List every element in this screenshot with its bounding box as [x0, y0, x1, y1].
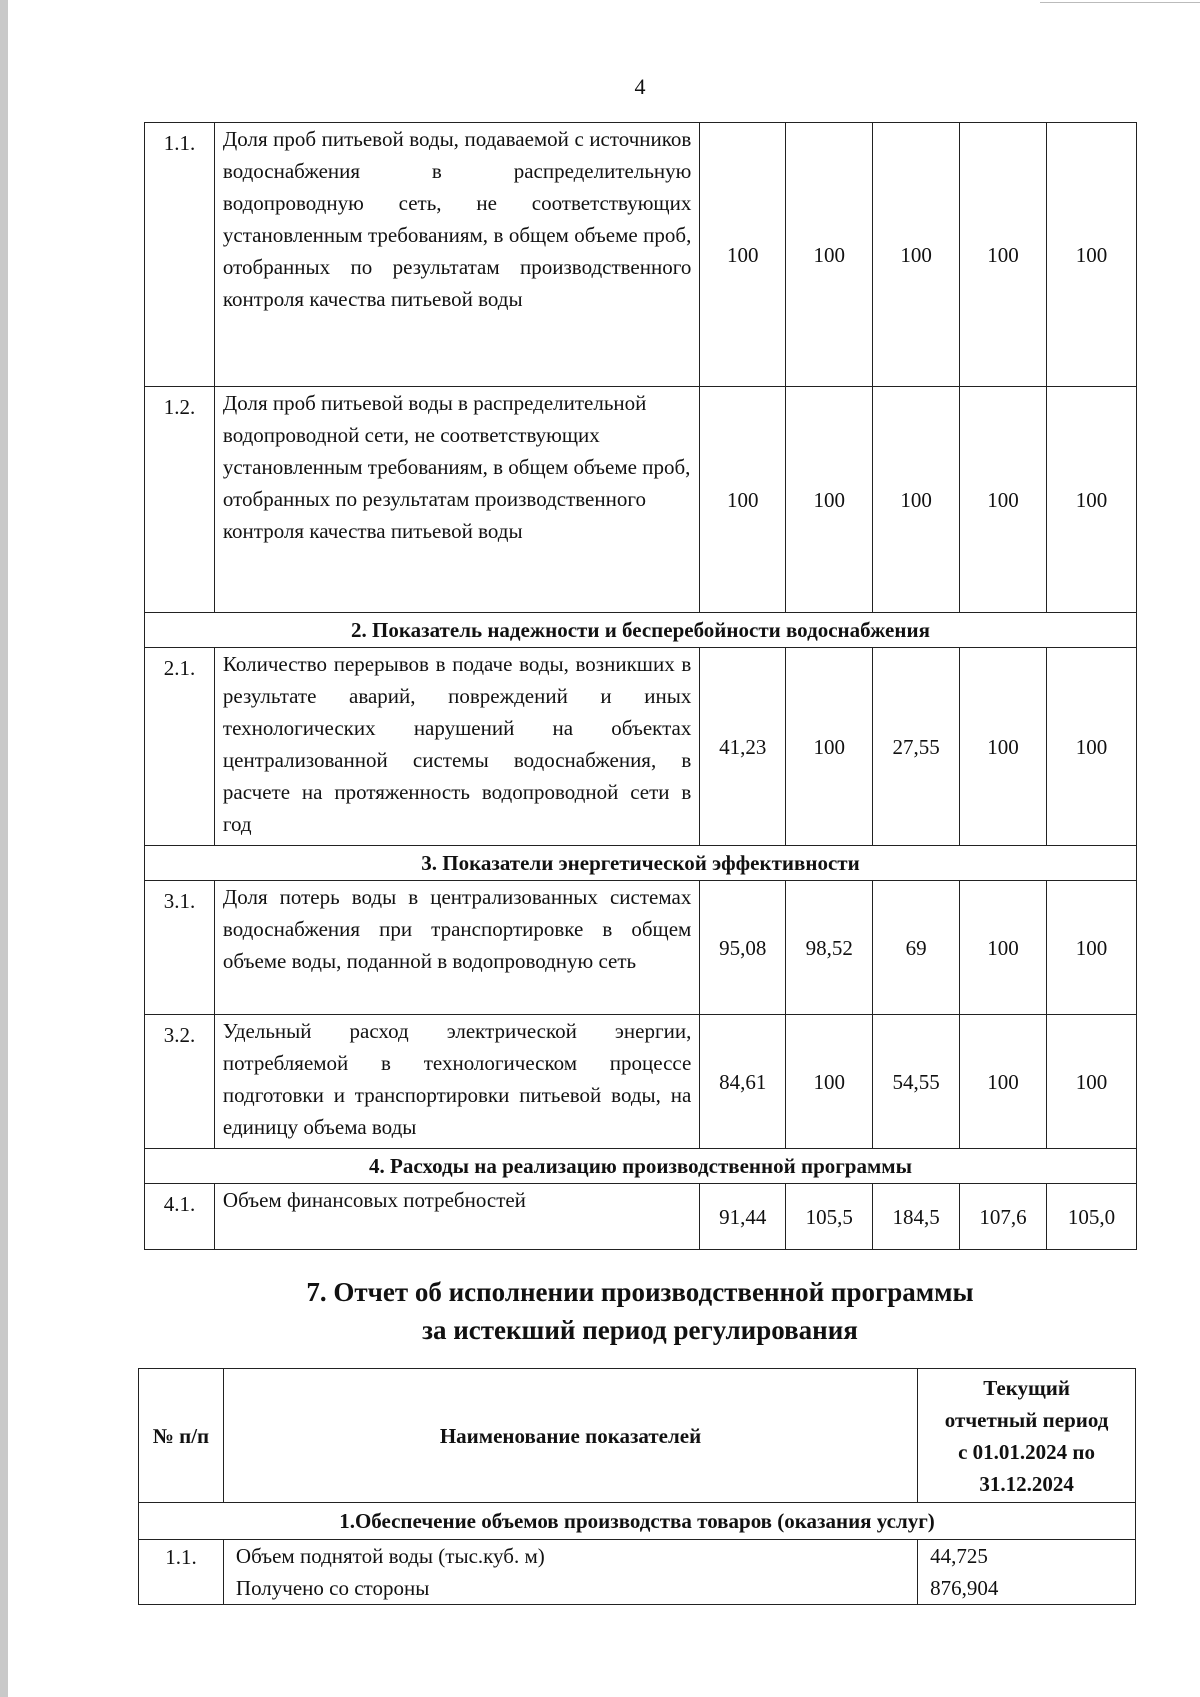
- header-name: Наименование показателей: [223, 1369, 917, 1503]
- table-row: [145, 881, 1137, 1015]
- row-value: 100: [960, 1015, 1047, 1149]
- row-value: 91,44: [700, 1184, 786, 1250]
- row-number: 4.1.: [145, 1184, 215, 1250]
- row-value: 100: [700, 123, 786, 387]
- header-period: [918, 1369, 1136, 1503]
- row-value: 100: [700, 387, 786, 613]
- row-description: Доля проб питьевой воды в распределительной водопроводной сети, не соответствующих установленным требованиям, в общем объеме проб, отобранных по результатам производственного контроля качества питьевой воды: [214, 387, 699, 613]
- row-value: 84,61: [700, 1015, 786, 1149]
- row-value: 184,5: [873, 1184, 960, 1250]
- row-value: 69: [873, 881, 960, 1015]
- row-number: 1.1.: [139, 1540, 224, 1605]
- header-num: № п/п: [139, 1369, 224, 1503]
- row-value: 100: [960, 387, 1047, 613]
- section-7-title: [200, 1273, 1080, 1349]
- header-period-line: отчетный период: [944, 1407, 1109, 1432]
- row-number: 1.2.: [145, 387, 215, 613]
- row-value: 98,52: [786, 881, 873, 1015]
- section-7-title-line1: 7. Отчет об исполнении производственной программы: [306, 1277, 974, 1307]
- row-value: 100: [786, 123, 873, 387]
- row-value: 100: [1047, 123, 1137, 387]
- row-value: [918, 1540, 1136, 1605]
- row-value: 107,6: [960, 1184, 1047, 1250]
- row-description: Удельный расход электрической энергии, потребляемой в технологическом процессе подготовки и транспортировки питьевой воды, на единицу объема воды: [214, 1015, 699, 1149]
- row-number: 3.1.: [145, 881, 215, 1015]
- row-value: 100: [960, 648, 1047, 846]
- section-heading: 3. Показатели энергетической эффективности: [145, 846, 1137, 881]
- section-row: [145, 846, 1137, 881]
- section-7-title-line2: за истекший период регулирования: [422, 1315, 858, 1345]
- row-value: 95,08: [700, 881, 786, 1015]
- scan-top-rule: [1040, 2, 1200, 3]
- row-value: 105,0: [1047, 1184, 1137, 1250]
- table-row: [145, 387, 1137, 613]
- row-number: 1.1.: [145, 123, 215, 387]
- row-description: Количество перерывов в подаче воды, возникших в результате аварий, повреждений и иных технологических нарушений на объектах централизованной системы водоснабжения, в расчете на протяженность водопроводной сети в год: [214, 648, 699, 846]
- row-value: 54,55: [873, 1015, 960, 1149]
- section-heading: 1.Обеспечение объемов производства товаров (оказания услуг): [139, 1503, 1136, 1540]
- table-row: [145, 648, 1137, 846]
- report-table: [138, 1368, 1136, 1605]
- table-row: [139, 1540, 1136, 1605]
- row-value: 100: [1047, 648, 1137, 846]
- section-row: [139, 1503, 1136, 1540]
- row-value: 100: [786, 1015, 873, 1149]
- section-row: [145, 613, 1137, 648]
- row-value: 105,5: [786, 1184, 873, 1250]
- row-value: 100: [1047, 387, 1137, 613]
- row-description: [223, 1540, 917, 1605]
- section-heading: 2. Показатель надежности и бесперебойности водоснабжения: [145, 613, 1137, 648]
- header-period-line: с 01.01.2024 по: [958, 1439, 1096, 1464]
- row-value: 100: [1047, 881, 1137, 1015]
- header-period-line: 31.12.2024: [979, 1471, 1074, 1496]
- row-value: 100: [960, 881, 1047, 1015]
- row-description-line: Объем поднятой воды (тыс.куб. м): [235, 1544, 545, 1568]
- row-number: 3.2.: [145, 1015, 215, 1149]
- row-value: 41,23: [700, 648, 786, 846]
- row-value: 27,55: [873, 648, 960, 846]
- row-description-line: Получено со стороны: [235, 1576, 430, 1600]
- row-value: 100: [786, 387, 873, 613]
- row-description: Объем финансовых потребностей: [214, 1184, 699, 1250]
- indicators-table: [144, 122, 1137, 1250]
- row-value-line: 876,904: [930, 1576, 999, 1600]
- row-value: 100: [960, 123, 1047, 387]
- row-value-line: 44,725: [930, 1544, 988, 1568]
- row-number: 2.1.: [145, 648, 215, 846]
- section-heading: 4. Расходы на реализацию производственной программы: [145, 1149, 1137, 1184]
- header-period-line: Текущий: [983, 1375, 1070, 1400]
- row-value: 100: [786, 648, 873, 846]
- row-description: Доля потерь воды в централизованных системах водоснабжения при транспортировке в общем объеме воды, поданной в водопроводную сеть: [214, 881, 699, 1015]
- row-description: Доля проб питьевой воды, подаваемой с источников водоснабжения в распределительную водопроводную сеть, не соответствующих установленным требованиям, в общем объеме проб, отобранных по результатам производственного контроля качества питьевой воды: [214, 123, 699, 387]
- table-row: [145, 1015, 1137, 1149]
- table-row: [145, 1184, 1137, 1250]
- header-row: [139, 1369, 1136, 1503]
- row-value: 100: [1047, 1015, 1137, 1149]
- scan-left-edge: [0, 0, 8, 1697]
- section-row: [145, 1149, 1137, 1184]
- row-value: 100: [873, 387, 960, 613]
- row-value: 100: [873, 123, 960, 387]
- table-row: [145, 123, 1137, 387]
- page-number: 4: [634, 74, 646, 99]
